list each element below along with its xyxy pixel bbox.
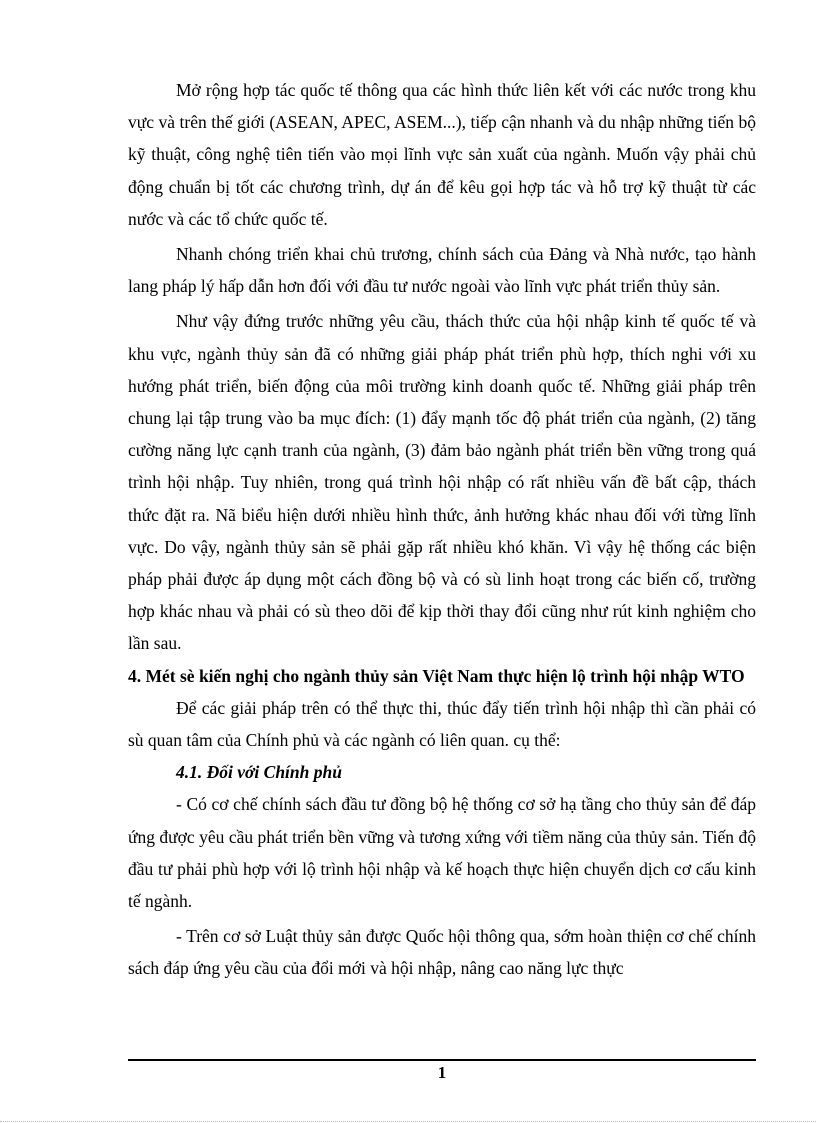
- footer-divider: [128, 1059, 756, 1061]
- paragraph-legal-framework: Nhanh chóng triển khai chủ trương, chính sách của Đảng và Nhà nước, tạo hành lang pháp lý hấp dẫn hơn đối với đầu tư nước ngoài vào lĩnh vực phát triển thủy sản.: [128, 244, 756, 297]
- paragraph-fisheries-law: - Trên cơ sở Luật thủy sản được Quốc hội thông qua, sớm hoàn thiện cơ chế chính sách đáp ứng yêu cầu của đổi mới và hội nhập, nâng cao năng lực thực: [128, 926, 756, 979]
- paragraph-infrastructure-policy: - Có cơ chế chính sách đầu tư đồng bộ hệ thống cơ sở hạ tầng cho thủy sản để đáp ứng được yêu cầu phát triển bền vững và tương xứng với tiềm năng của thủy sản. Tiến độ đầu tư phải phù hợp với lộ trình hội nhập và kế hoạch thực hiện chuyển dịch cơ cấu kinh tế ngành.: [128, 794, 756, 912]
- subsection-heading: 4.1. Đối với Chính phủ: [176, 762, 342, 783]
- paragraph-international-cooperation: Mở rộng hợp tác quốc tế thông qua các hình thức liên kết với các nước trong khu vực và trên thế giới (ASEAN, APEC, ASEM...), tiếp cận nhanh và du nhập những tiến bộ kỹ thuật, công nghệ tiên tiến vào mọi lĩnh vực sản xuất của ngành. Muốn vậy phải chủ động chuẩn bị tốt các chương trình, dự án để kêu gọi hợp tác và hỗ trợ kỹ thuật từ các nước và các tổ chức quốc tế.: [128, 80, 756, 229]
- page-edge-divider: [0, 1121, 816, 1122]
- page-number: 1: [437, 1063, 447, 1082]
- paragraph-integration-challenges: Như vậy đứng trước những yêu cầu, thách thức của hội nhập kinh tế quốc tế và khu vực, ngành thủy sản đã có những giải pháp phát triển phù hợp, thích nghi với xu hướng phát triển, biến động của môi trường kinh doanh quốc tế. Những giải pháp trên chung lại tập trung vào ba mục đích: (1) đẩy mạnh tốc độ phát triển của ngành, (2) tăng cường năng lực cạnh tranh của ngành, (3) đảm bảo ngành phát triển bền vững trong quá trình hội nhập. Tuy nhiên, trong quá trình hội nhập có rất nhiều vấn đề bất cập, thách thức đặt ra. Nã biểu hiện dưới nhiều hình thức, ảnh hưởng khác nhau đối với từng lĩnh vực. Do vậy, ngành thủy sản sẽ phải gặp rất nhiều khó khăn. Vì vậy hệ thống các biện pháp phải được áp dụng một cách đồng bộ và có sù linh hoạt trong các biến cố, trường hợp khác nhau và phải có sù theo dõi để kịp thời thay đổi cũng như rút kinh nghiệm cho lần sau.: [128, 311, 756, 654]
- section-heading: 4. Mét sè kiến nghị cho ngành thủy sản Việt Nam thực hiện lộ trình hội nhập WTO: [128, 665, 745, 686]
- document-body: [128, 74, 756, 985]
- paragraph-section-intro: Để các giải pháp trên có thể thực thi, thúc đẩy tiến trình hội nhập thì cần phải có sù quan tâm của Chính phủ và các ngành có liên quan. cụ thể:: [128, 697, 756, 751]
